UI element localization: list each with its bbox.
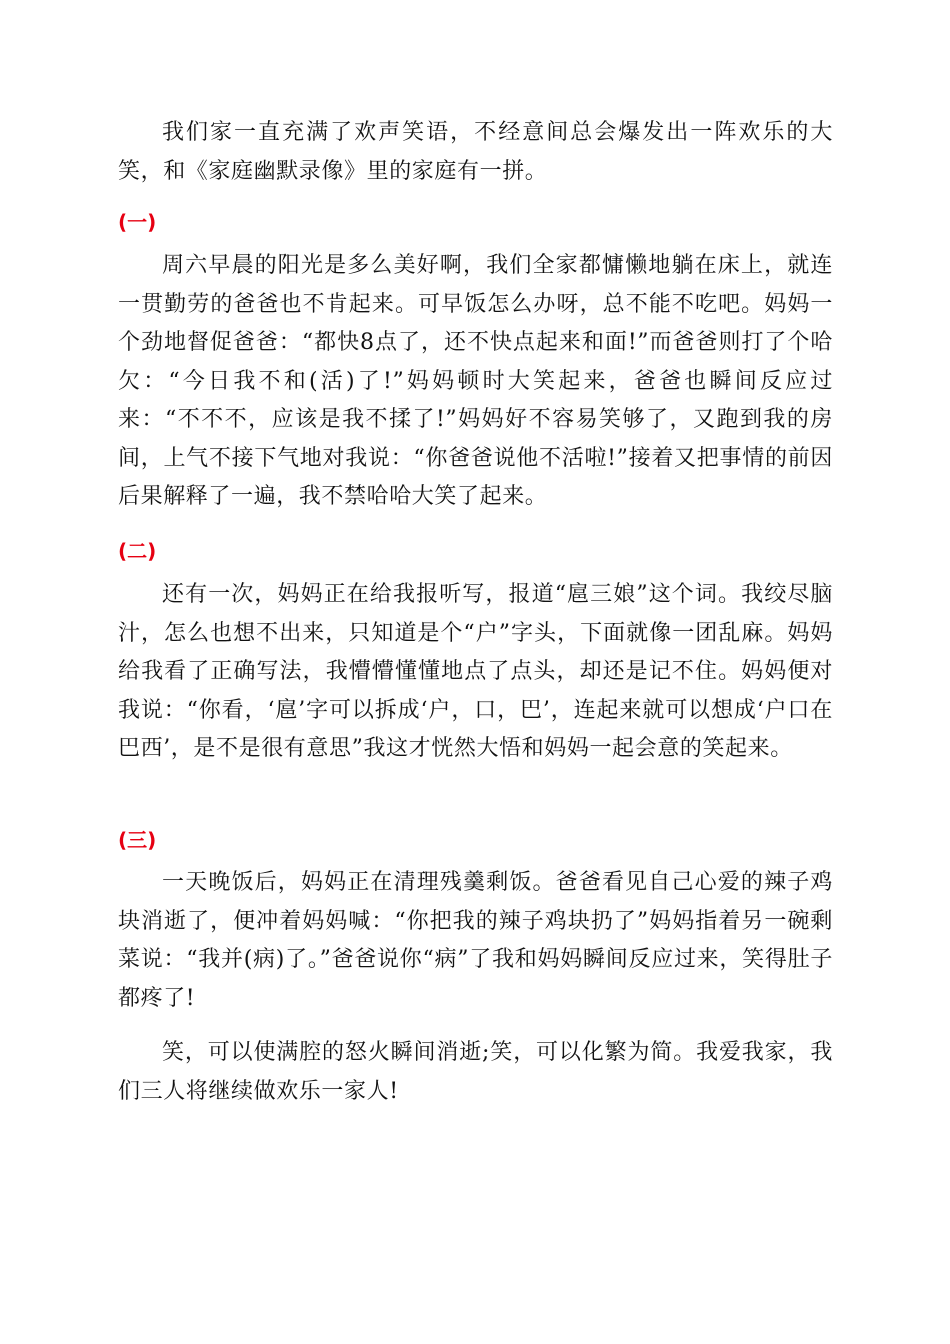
section-heading-2: (二) bbox=[118, 539, 157, 563]
section-heading-1: (一) bbox=[118, 210, 157, 234]
section-paragraph-2: 还有一次，妈妈正在给我报听写，报道“扈三娘”这个词。我绞尽脑汁，怎么也想不出来，只知道是个“户”字头，下面就像一团乱麻。妈妈给我看了正确写法，我懵懵懂懂地点了点头，却还是记不住。妈妈便对我说：“你看，‘扈’字可以拆成‘户，口，巴’，连起来就可以想成‘户口在巴西’，是不是很有意思”我这才恍然大悟和妈妈一起会意的笑起来。 bbox=[118, 582, 833, 761]
section-paragraph-3: 一天晚饭后，妈妈正在清理残羹剩饭。爸爸看见自己心爱的辣子鸡块消逝了，便冲着妈妈喊：“你把我的辣子鸡块扔了”妈妈指着另一碗剩菜说：“我并(病)了。”爸爸说你“病”了我和妈妈瞬间反应过来，笑得肚子都疼了! bbox=[118, 870, 833, 1011]
closing-paragraph: 笑，可以使满腔的怒火瞬间消逝;笑，可以化繁为简。我爱我家，我们三人将继续做欢乐一家人! bbox=[118, 1040, 833, 1104]
section-paragraph-1: 周六早晨的阳光是多么美好啊，我们全家都慵懒地躺在床上，就连一贯勤劳的爸爸也不肯起来。可早饭怎么办呀，总不能不吃吧。妈妈一个劲地督促爸爸：“都快8点了，还不快点起来和面!”而爸爸则打了个哈欠：“今日我不和(活)了!”妈妈顿时大笑起来，爸爸也瞬间反应过来：“不不不，应该是我不揉了!”妈妈好不容易笑够了，又跑到我的房间，上气不接下气地对我说：“你爸爸说他不活啦!”接着又把事情的前因后果解释了一遍，我不禁哈哈大笑了起来。 bbox=[118, 253, 833, 509]
intro-paragraph: 我们家一直充满了欢声笑语，不经意间总会爆发出一阵欢乐的大笑，和《家庭幽默录像》里的家庭有一拼。 bbox=[118, 120, 833, 184]
section-heading-3: (三) bbox=[118, 828, 157, 852]
